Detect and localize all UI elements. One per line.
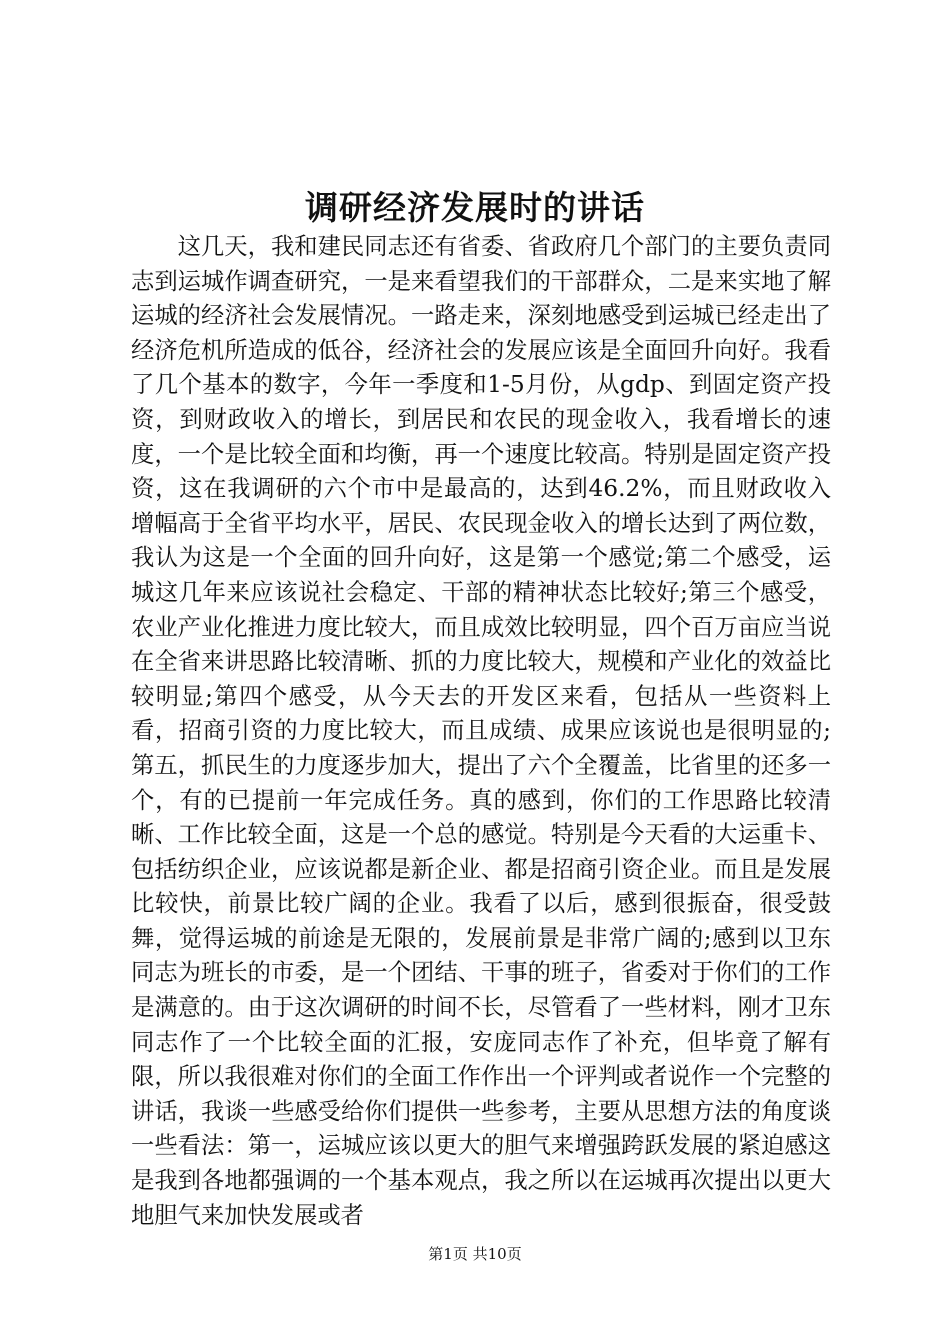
page-number-footer: 第1页 共10页 <box>428 1245 522 1263</box>
document-title: 调研经济发展时的讲话 <box>305 188 645 227</box>
body-paragraph: 这几天，我和建民同志还有省委、省政府几个部门的主要负责同志到运城作调查研究，一是来看望我们的干部群众，二是来实地了解运城的经济社会发展情况。一路走来，深刻地感受到运城已经走出了经济危机所造成的低谷，经济社会的发展应该是全面回升向好。我看了几个基本的数字，今年一季度和1-5月份，从gdp、到固定资产投资，到财政收入的增长，到居民和农民的现金收入，我看增长的速度，一个是比较全面和均衡，再一个速度比较高。特别是固定资产投资，这在我调研的六个市中是最高的，达到46.2%，而且财政收入增幅高于全省平均水平，居民、农民现金收入的增长达到了两位数，我认为这是一个全面的回升向好，这是第一个感觉;第二个感受，运城这几年来应该说社会稳定、干部的精神状态比较好;第三个感受，农业产业化推进力度比较大，而且成效比较明显，四个百万亩应当说在全省来讲思路比较清晰、抓的力度比较大，规模和产业化的效益比较明显;第四个感受，从今天去的开发区来看，包括从一些资料上看，招商引资的力度比较大，而且成绩、成果应该说也是很明显的;第五，抓民生的力度逐步加大，提出了六个全覆盖，比省里的还多一个，有的已提前一年完成任务。真的感到，你们的工作思路比较清晰、工作比较全面，这是一个总的感觉。特别是今天看的大运重卡、包括纺织企业，应该说都是新企业、都是招商引资企业。而且是发展比较快，前景比较广阔的企业。我看了以后，感到很振奋，很受鼓舞，觉得运城的前途是无限的，发展前景是非常广阔的;感到以卫东同志为班长的市委，是一个团结、干事的班子，省委对于你们的工作是满意的。由于这次调研的时间不长，尽管看了一些材料，刚才卫东同志作了一个比较全面的汇报，安庞同志作了补充，但毕竟了解有限，所以我很难对你们的全面工作作出一个评判或者说作一个完整的讲话，我谈一些感受给你们提供一些参考，主要从思想方法的角度谈一些看法：第一，运城应该以更大的胆气来增强跨跃发展的紧迫感这是我到各地都强调的一个基本观点，我之所以在运城再次提出以更大地胆气来加快发展或者 <box>131 233 831 1229</box>
